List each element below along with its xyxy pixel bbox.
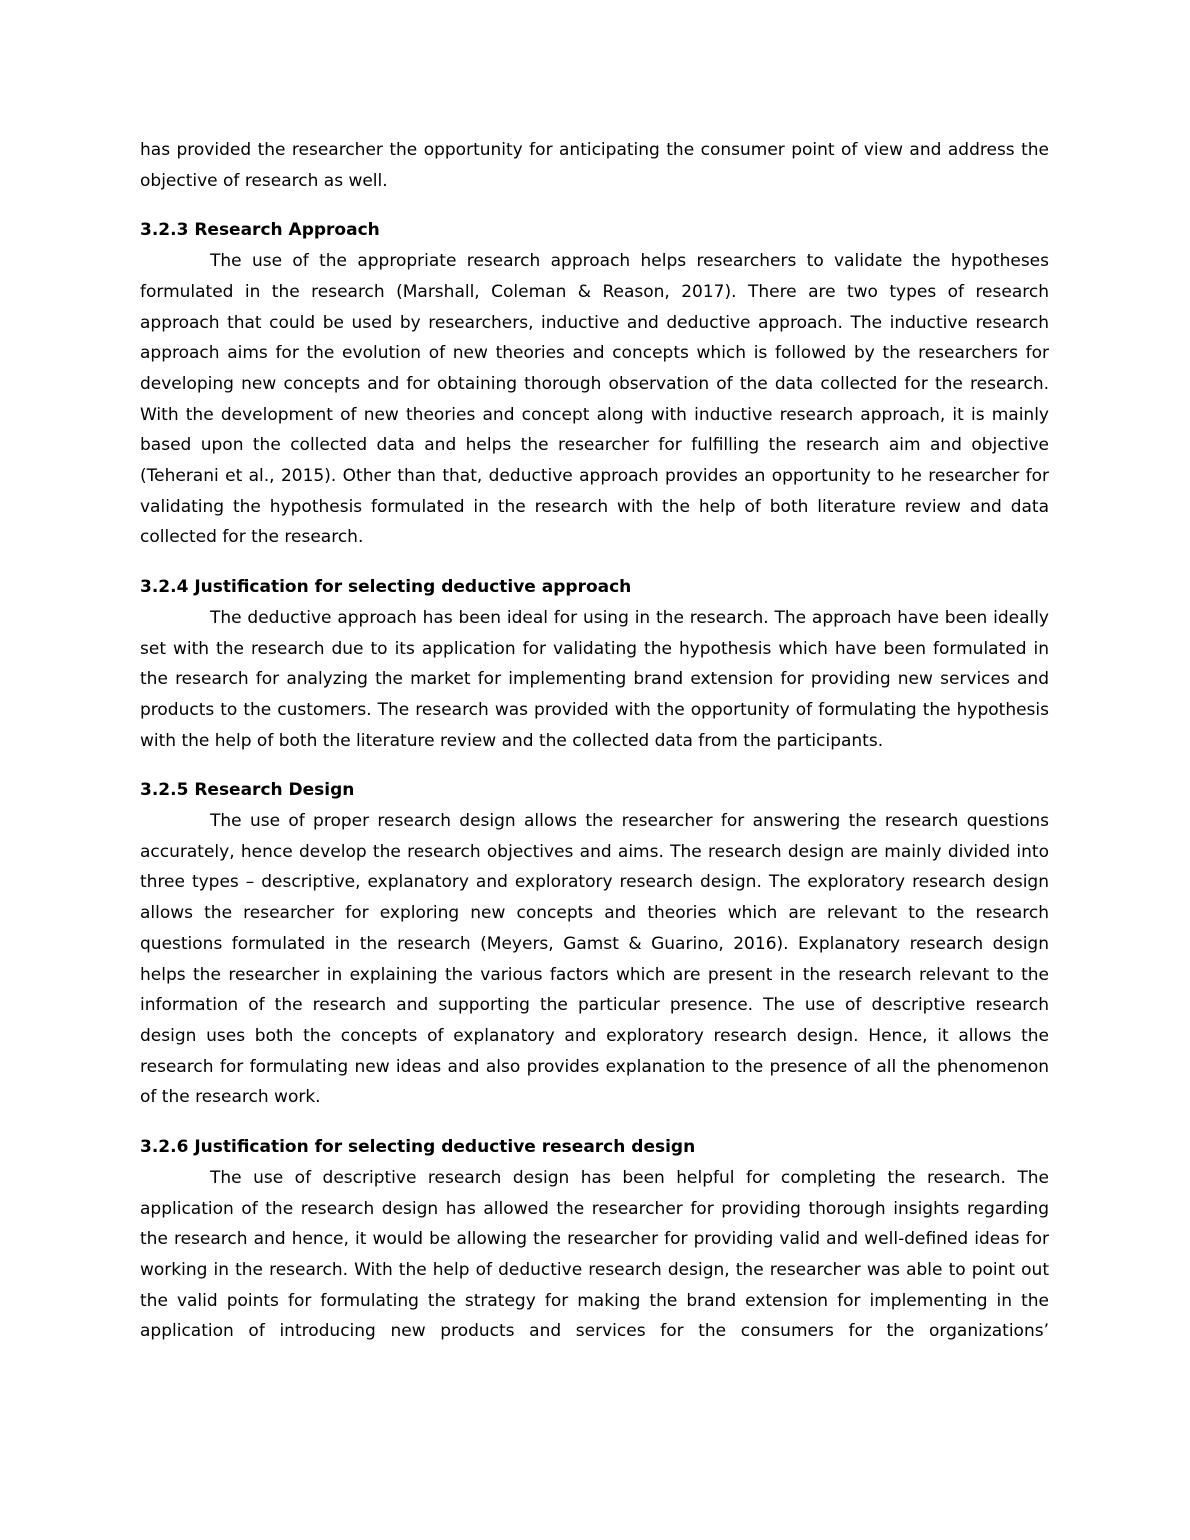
section-body: The use of proper research design allows the researcher for answering the research questions accurately, hence develop the research objectives and aims. The research design are mainly divided into three types – descriptive, explanatory and exploratory research design. The exploratory research design allows the researcher for exploring new concepts and theories which are relevant to the research questions formulated in the research (Meyers, Gamst & Guarino, 2016). Explanatory research design helps the researcher in explaining the various factors which are present in the research relevant to the information of the research and supporting the particular presence. The use of descriptive research design uses both the concepts of explanatory and exploratory research design. Hence, it allows the research for formulating new ideas and also provides explanation to the presence of all the phenomenon of the research work.: [140, 811, 1049, 1108]
section-justification-design: [140, 1132, 1049, 1347]
section-heading: 3.2.5 Research Design: [140, 780, 355, 801]
section-research-design: [140, 775, 1049, 1113]
section-heading: 3.2.3 Research Approach: [140, 220, 380, 241]
section-heading: 3.2.6 Justification for selecting deductive research design: [140, 1137, 696, 1158]
section-research-approach: [140, 215, 1049, 553]
section-heading: 3.2.4 Justification for selecting deductive approach: [140, 577, 632, 598]
section-justification-approach: [140, 572, 1049, 756]
section-body: The use of descriptive research design has been helpful for completing the research. The application of the research design has allowed the researcher for providing thorough insights regarding the research and hence, it would be allowing the researcher for providing valid and well-defined ideas for working in the research. With the help of deductive research design, the researcher was able to point out the valid points for formulating the strategy for making the brand extension for implementing in the application of introducing new products and services for the consumers for the organizations’: [140, 1167, 1049, 1342]
document-page: [140, 135, 1049, 1347]
section-body: The deductive approach has been ideal for using in the research. The approach have been ideally set with the research due to its application for validating the hypothesis which have been formulated in the research for analyzing the market for implementing brand extension for providing new services and products to the customers. The research was provided with the opportunity of formulating the hypothesis with the help of both the literature review and the collected data from the participants.: [140, 607, 1049, 751]
section-body: The use of the appropriate research approach helps researchers to validate the hypotheses formulated in the research (Marshall, Coleman & Reason, 2017). There are two types of research approach that could be used by researchers, inductive and deductive approach. The inductive research approach aims for the evolution of new theories and concepts which is followed by the researchers for developing new concepts and for obtaining thorough observation of the data collected for the research. With the development of new theories and concept along with inductive research approach, it is mainly based upon the collected data and helps the researcher for fulfilling the research aim and objective (Teherani et al., 2015). Other than that, deductive approach provides an opportunity to he researcher for validating the hypothesis formulated in the research with the help of both literature review and data collected for the research.: [140, 251, 1049, 548]
intro-paragraph: has provided the researcher the opportunity for anticipating the consumer point of view and address the objective of research as well.: [140, 140, 1049, 191]
